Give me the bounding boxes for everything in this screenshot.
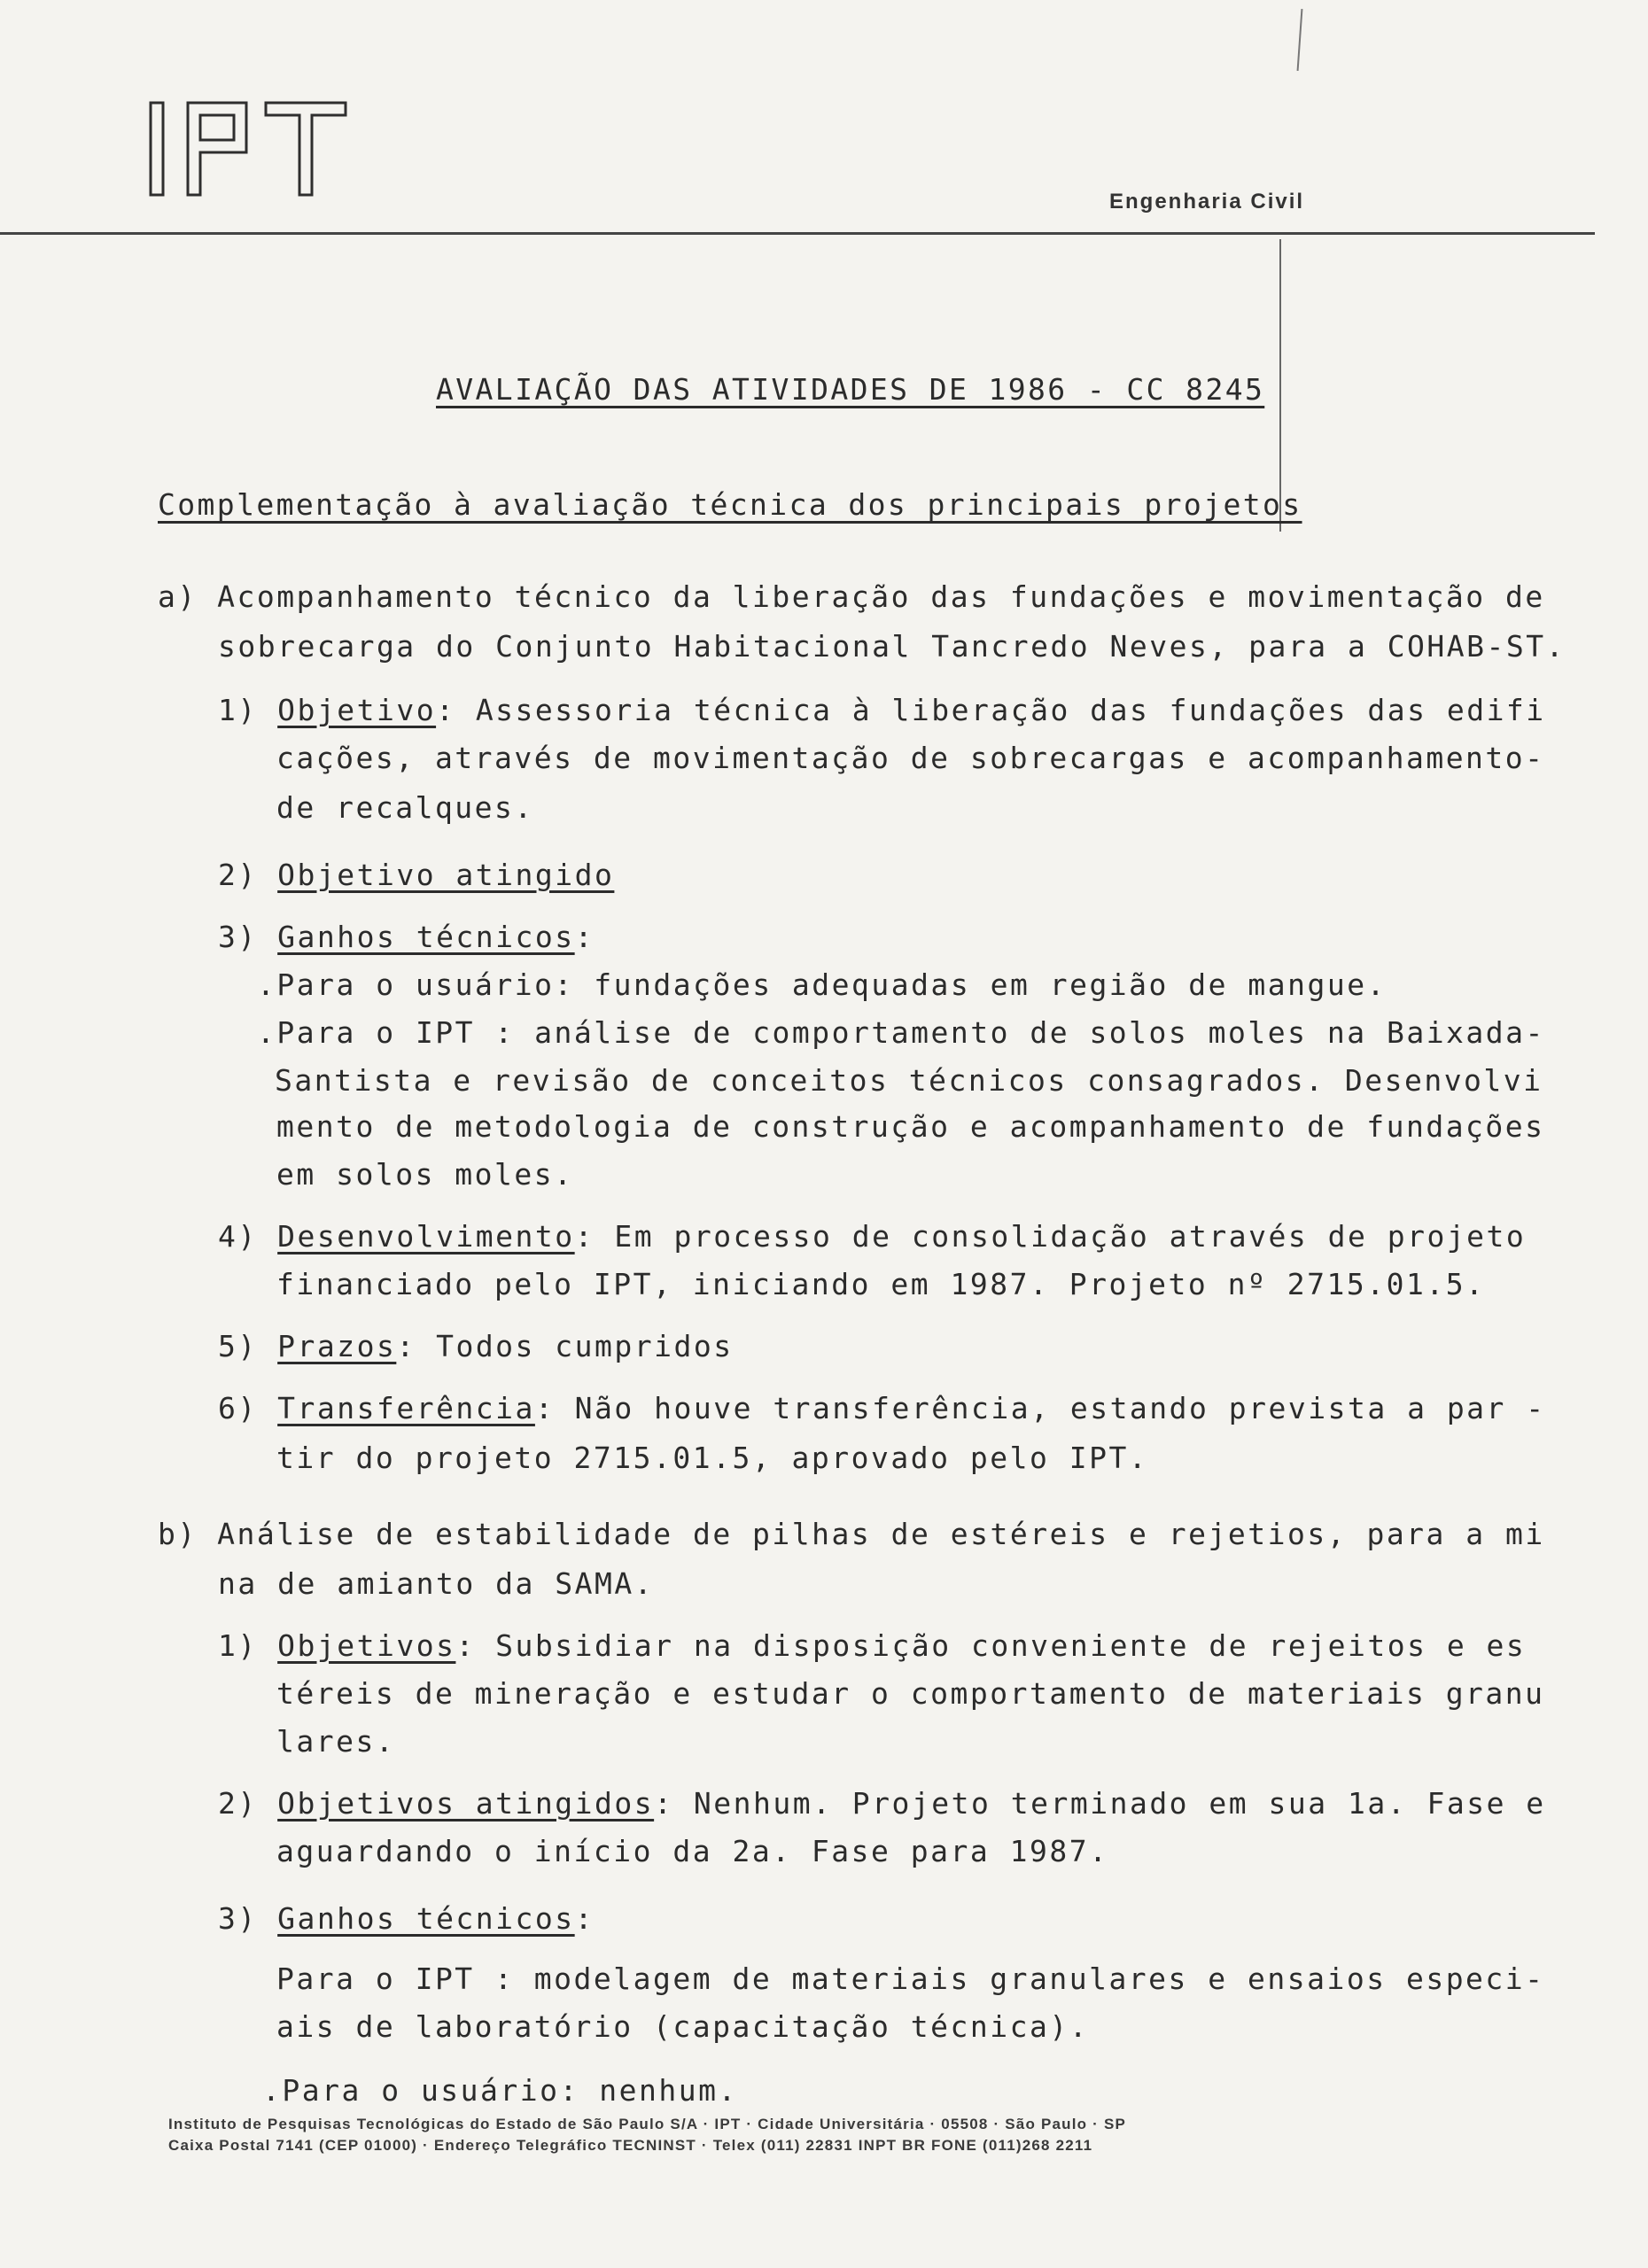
item-colon: : — [574, 1901, 595, 1936]
item-number: 2) — [218, 858, 258, 892]
section-b-heading-text: Análise de estabilidade de pilhas de estéreis e rejetios, para a mi — [217, 1517, 1545, 1551]
item-label: Desenvolvimento — [277, 1219, 575, 1254]
item-number: 3) — [218, 1901, 258, 1936]
section-a-item-3 — [218, 920, 595, 955]
section-b-item-1-line-2: téreis de mineração e estudar o comportamento de materiais granu — [276, 1676, 1545, 1711]
section-a-item-3-line-1: .Para o usuário: fundações adequadas em região de mangue. — [257, 967, 1387, 1002]
section-b-marker: b) — [158, 1517, 198, 1551]
item-text: : Subsidiar na disposição conveniente de rejeitos e es — [455, 1628, 1527, 1663]
item-label: Objetivos atingidos — [277, 1786, 655, 1821]
item-number: 1) — [218, 1628, 258, 1663]
section-b-item-3-line-2: ais de laboratório (capacitação técnica). — [276, 2009, 1090, 2044]
section-a-item-4-line-2: financiado pelo IPT, iniciando em 1987. Projeto nº 2715.01.5. — [276, 1267, 1486, 1301]
section-a-item-3-line-4: mento de metodologia de construção e acompanhamento de fundações — [276, 1109, 1545, 1144]
item-label: Objetivo — [277, 693, 437, 727]
item-label: Prazos — [277, 1329, 397, 1363]
section-b-item-3-line-1: Para o IPT : modelagem de materiais granulares e ensaios especi- — [276, 1961, 1545, 1996]
section-a-item-5 — [218, 1329, 734, 1364]
item-label: Transferência — [277, 1391, 535, 1425]
item-number: 1) — [218, 693, 258, 727]
section-a-item-3-line-5: em solos moles. — [276, 1157, 574, 1192]
item-label: Objetivos — [277, 1628, 456, 1663]
item-label: Objetivo atingido — [277, 858, 615, 892]
section-b-heading-1 — [158, 1517, 1545, 1552]
item-text: : Em processo de consolidação através de projeto — [574, 1219, 1527, 1254]
item-text: : Não houve transferência, estando prevista a par - — [534, 1391, 1546, 1425]
header-rule — [0, 232, 1595, 235]
ipt-logo — [133, 96, 354, 204]
margin-mark — [1297, 9, 1303, 71]
item-number: 5) — [218, 1329, 258, 1363]
section-a-heading-2: sobrecarga do Conjunto Habitacional Tancredo Neves, para a COHAB-ST. — [218, 629, 1566, 664]
section-a-marker: a) — [158, 579, 198, 614]
item-text: : Todos cumpridos — [396, 1329, 734, 1363]
section-a-heading-1 — [158, 579, 1545, 615]
section-b-item-2 — [218, 1786, 1546, 1821]
section-a-item-3-line-2: .Para o IPT : análise de comportamento de solos moles na Baixada- — [257, 1015, 1545, 1050]
item-text: : Assessoria técnica à liberação das fundações das edifi — [436, 693, 1546, 727]
item-text: : Nenhum. Projeto terminado em sua 1a. Fase e — [654, 1786, 1546, 1821]
section-a-item-4 — [218, 1219, 1526, 1254]
section-b-heading-2: na de amianto da SAMA. — [218, 1566, 655, 1601]
document-title: AVALIAÇÃO DAS ATIVIDADES DE 1986 - CC 8245 — [436, 372, 1265, 407]
item-number: 2) — [218, 1786, 258, 1821]
section-a-heading-text: Acompanhamento técnico da liberação das fundações e movimentação de — [217, 579, 1545, 614]
section-b-item-3 — [218, 1901, 595, 1937]
section-a-item-3-line-3: Santista e revisão de conceitos técnicos consagrados. Desenvolvi — [275, 1063, 1543, 1098]
item-number: 4) — [218, 1219, 258, 1254]
section-a-item-1 — [218, 693, 1546, 728]
section-b-item-2-line-2: aguardando o início da 2a. Fase para 1987. — [276, 1834, 1109, 1868]
section-a-item-6-line-2: tir do projeto 2715.01.5, aprovado pelo IPT. — [276, 1441, 1149, 1475]
item-label: Ganhos técnicos — [277, 1901, 575, 1936]
section-b-item-3-line-3: .Para o usuário: nenhum. — [262, 2073, 738, 2108]
item-label: Ganhos técnicos — [277, 920, 575, 954]
section-a-item-1-line-3: de recalques. — [276, 790, 534, 825]
footer-line-1: Instituto de Pesquisas Tecnológicas do Estado de São Paulo S/A · IPT · Cidade Universitária · 05508 · São Paulo · SP — [168, 2116, 1127, 2132]
footer-line-2: Caixa Postal 7141 (CEP 01000) · Endereço Telegráfico TECNINST · Telex (011) 22831 INPT BR FONE (011)268 2211 — [168, 2137, 1093, 2154]
section-a-item-2 — [218, 858, 614, 893]
department-label: Engenharia Civil — [1109, 190, 1305, 214]
section-b-item-1 — [218, 1628, 1526, 1664]
section-a-item-1-line-2: cações, através de movimentação de sobrecargas e acompanhamento- — [276, 741, 1545, 775]
item-colon: : — [574, 920, 595, 954]
section-b-item-1-line-3: lares. — [276, 1724, 396, 1759]
document-subtitle: Complementação à avaliação técnica dos principais projetos — [158, 487, 1302, 522]
item-number: 6) — [218, 1391, 258, 1425]
institution-footer — [168, 2114, 1320, 2156]
item-number: 3) — [218, 920, 258, 954]
section-a-item-6 — [218, 1391, 1546, 1426]
